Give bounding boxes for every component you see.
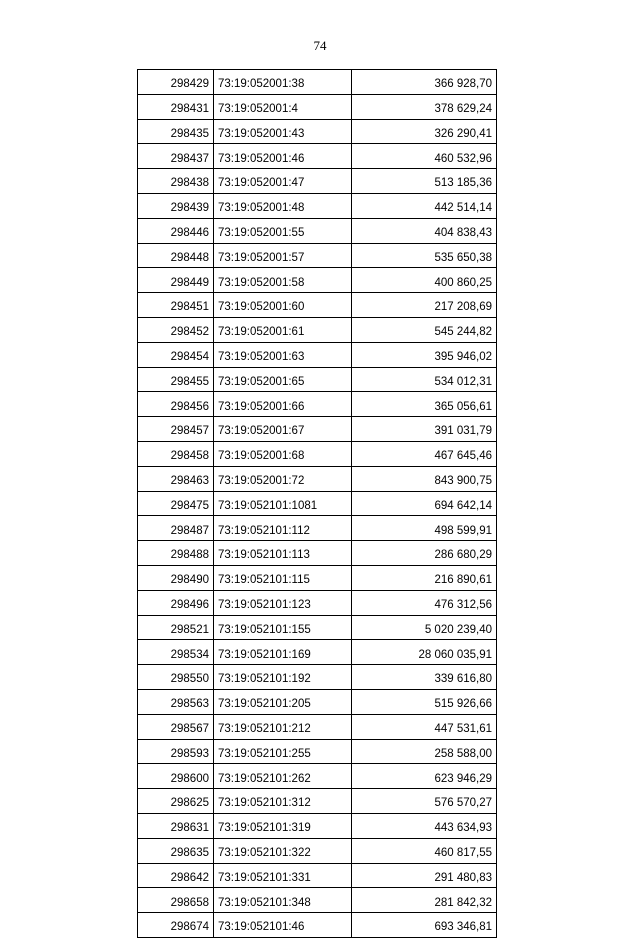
value-cell: 326 290,41: [352, 119, 497, 144]
value-cell: 28 060 035,91: [352, 640, 497, 665]
table-body: [138, 70, 497, 938]
row-id-cell: 298456: [138, 392, 214, 417]
cadastral-number-cell: 73:19:052001:61: [214, 317, 352, 342]
cadastral-number-cell: 73:19:052101:319: [214, 813, 352, 838]
cadastral-number-cell: 73:19:052101:262: [214, 764, 352, 789]
value-cell: 576 570,27: [352, 789, 497, 814]
row-id-cell: 298600: [138, 764, 214, 789]
row-id-cell: 298674: [138, 913, 214, 938]
value-cell: 447 531,61: [352, 714, 497, 739]
table-row: [138, 243, 497, 268]
value-cell: 467 645,46: [352, 441, 497, 466]
row-id-cell: 298593: [138, 739, 214, 764]
cadastral-number-cell: 73:19:052101:112: [214, 516, 352, 541]
value-cell: 442 514,14: [352, 193, 497, 218]
row-id-cell: 298475: [138, 491, 214, 516]
row-id-cell: 298457: [138, 417, 214, 442]
row-id-cell: 298635: [138, 838, 214, 863]
row-id-cell: 298658: [138, 888, 214, 913]
value-cell: 460 817,55: [352, 838, 497, 863]
table-row: [138, 392, 497, 417]
value-cell: 366 928,70: [352, 70, 497, 95]
row-id-cell: 298563: [138, 689, 214, 714]
value-cell: 694 642,14: [352, 491, 497, 516]
row-id-cell: 298446: [138, 218, 214, 243]
value-cell: 476 312,56: [352, 590, 497, 615]
row-id-cell: 298437: [138, 144, 214, 169]
row-id-cell: 298451: [138, 293, 214, 318]
row-id-cell: 298488: [138, 541, 214, 566]
page-number: 74: [313, 38, 327, 53]
table-row: [138, 888, 497, 913]
table-row: [138, 268, 497, 293]
row-id-cell: 298550: [138, 665, 214, 690]
cadastral-number-cell: 73:19:052101:113: [214, 541, 352, 566]
table-row: [138, 590, 497, 615]
table-row: [138, 739, 497, 764]
value-cell: 515 926,66: [352, 689, 497, 714]
row-id-cell: 298490: [138, 565, 214, 590]
table-row: [138, 665, 497, 690]
row-id-cell: 298454: [138, 342, 214, 367]
value-cell: 534 012,31: [352, 367, 497, 392]
row-id-cell: 298567: [138, 714, 214, 739]
table-row: [138, 714, 497, 739]
row-id-cell: 298496: [138, 590, 214, 615]
row-id-cell: 298431: [138, 94, 214, 119]
row-id-cell: 298455: [138, 367, 214, 392]
table-row: [138, 417, 497, 442]
value-cell: 5 020 239,40: [352, 615, 497, 640]
row-id-cell: 298625: [138, 789, 214, 814]
value-cell: 400 860,25: [352, 268, 497, 293]
cadastral-number-cell: 73:19:052001:63: [214, 342, 352, 367]
table-row: [138, 516, 497, 541]
table-row: [138, 863, 497, 888]
table-row: [138, 144, 497, 169]
cadastral-number-cell: 73:19:052101:331: [214, 863, 352, 888]
row-id-cell: 298534: [138, 640, 214, 665]
row-id-cell: 298438: [138, 169, 214, 194]
value-cell: 404 838,43: [352, 218, 497, 243]
value-cell: 395 946,02: [352, 342, 497, 367]
cadastral-number-cell: 73:19:052101:155: [214, 615, 352, 640]
table-row: [138, 70, 497, 95]
table-row: [138, 913, 497, 938]
value-cell: 258 588,00: [352, 739, 497, 764]
cadastral-number-cell: 73:19:052101:1081: [214, 491, 352, 516]
data-table: [137, 69, 497, 938]
value-cell: 460 532,96: [352, 144, 497, 169]
value-cell: 286 680,29: [352, 541, 497, 566]
table-row: [138, 317, 497, 342]
cadastral-number-cell: 73:19:052101:46: [214, 913, 352, 938]
table-row: [138, 813, 497, 838]
table-row: [138, 541, 497, 566]
cadastral-number-cell: 73:19:052001:48: [214, 193, 352, 218]
table-row: [138, 689, 497, 714]
row-id-cell: 298429: [138, 70, 214, 95]
table-row: [138, 342, 497, 367]
table-row: [138, 615, 497, 640]
table-row: [138, 838, 497, 863]
table-row: [138, 193, 497, 218]
cadastral-number-cell: 73:19:052001:46: [214, 144, 352, 169]
cadastral-number-cell: 73:19:052101:115: [214, 565, 352, 590]
value-cell: 513 185,36: [352, 169, 497, 194]
value-cell: 535 650,38: [352, 243, 497, 268]
cadastral-number-cell: 73:19:052101:205: [214, 689, 352, 714]
cadastral-number-cell: 73:19:052001:60: [214, 293, 352, 318]
cadastral-number-cell: 73:19:052101:192: [214, 665, 352, 690]
row-id-cell: 298521: [138, 615, 214, 640]
table-row: [138, 367, 497, 392]
value-cell: 391 031,79: [352, 417, 497, 442]
cadastral-number-cell: 73:19:052101:348: [214, 888, 352, 913]
table-row: [138, 293, 497, 318]
table-row: [138, 119, 497, 144]
cadastral-number-cell: 73:19:052001:57: [214, 243, 352, 268]
value-cell: 378 629,24: [352, 94, 497, 119]
row-id-cell: 298642: [138, 863, 214, 888]
table-row: [138, 764, 497, 789]
row-id-cell: 298631: [138, 813, 214, 838]
value-cell: 339 616,80: [352, 665, 497, 690]
cadastral-number-cell: 73:19:052001:55: [214, 218, 352, 243]
value-cell: 498 599,91: [352, 516, 497, 541]
cadastral-number-cell: 73:19:052001:67: [214, 417, 352, 442]
value-cell: 693 346,81: [352, 913, 497, 938]
row-id-cell: 298463: [138, 466, 214, 491]
row-id-cell: 298487: [138, 516, 214, 541]
value-cell: 443 634,93: [352, 813, 497, 838]
table-row: [138, 565, 497, 590]
cadastral-number-cell: 73:19:052101:169: [214, 640, 352, 665]
table-row: [138, 94, 497, 119]
row-id-cell: 298448: [138, 243, 214, 268]
cadastral-number-cell: 73:19:052001:66: [214, 392, 352, 417]
row-id-cell: 298435: [138, 119, 214, 144]
cadastral-number-cell: 73:19:052001:58: [214, 268, 352, 293]
row-id-cell: 298458: [138, 441, 214, 466]
value-cell: 365 056,61: [352, 392, 497, 417]
cadastral-number-cell: 73:19:052101:312: [214, 789, 352, 814]
cadastral-number-cell: 73:19:052001:72: [214, 466, 352, 491]
value-cell: 281 842,32: [352, 888, 497, 913]
row-id-cell: 298439: [138, 193, 214, 218]
cadastral-number-cell: 73:19:052001:68: [214, 441, 352, 466]
value-cell: 843 900,75: [352, 466, 497, 491]
cadastral-number-cell: 73:19:052001:43: [214, 119, 352, 144]
value-cell: 216 890,61: [352, 565, 497, 590]
row-id-cell: 298449: [138, 268, 214, 293]
cadastral-number-cell: 73:19:052001:47: [214, 169, 352, 194]
cadastral-number-cell: 73:19:052101:322: [214, 838, 352, 863]
cadastral-number-cell: 73:19:052101:123: [214, 590, 352, 615]
row-id-cell: 298452: [138, 317, 214, 342]
cadastral-number-cell: 73:19:052001:38: [214, 70, 352, 95]
cadastral-number-cell: 73:19:052001:4: [214, 94, 352, 119]
value-cell: 291 480,83: [352, 863, 497, 888]
table-row: [138, 640, 497, 665]
table-row: [138, 169, 497, 194]
value-cell: 545 244,82: [352, 317, 497, 342]
table-row: [138, 441, 497, 466]
value-cell: 623 946,29: [352, 764, 497, 789]
value-cell: 217 208,69: [352, 293, 497, 318]
table-row: [138, 789, 497, 814]
table-row: [138, 491, 497, 516]
cadastral-number-cell: 73:19:052101:255: [214, 739, 352, 764]
table-row: [138, 466, 497, 491]
table-row: [138, 218, 497, 243]
cadastral-number-cell: 73:19:052001:65: [214, 367, 352, 392]
cadastral-number-cell: 73:19:052101:212: [214, 714, 352, 739]
